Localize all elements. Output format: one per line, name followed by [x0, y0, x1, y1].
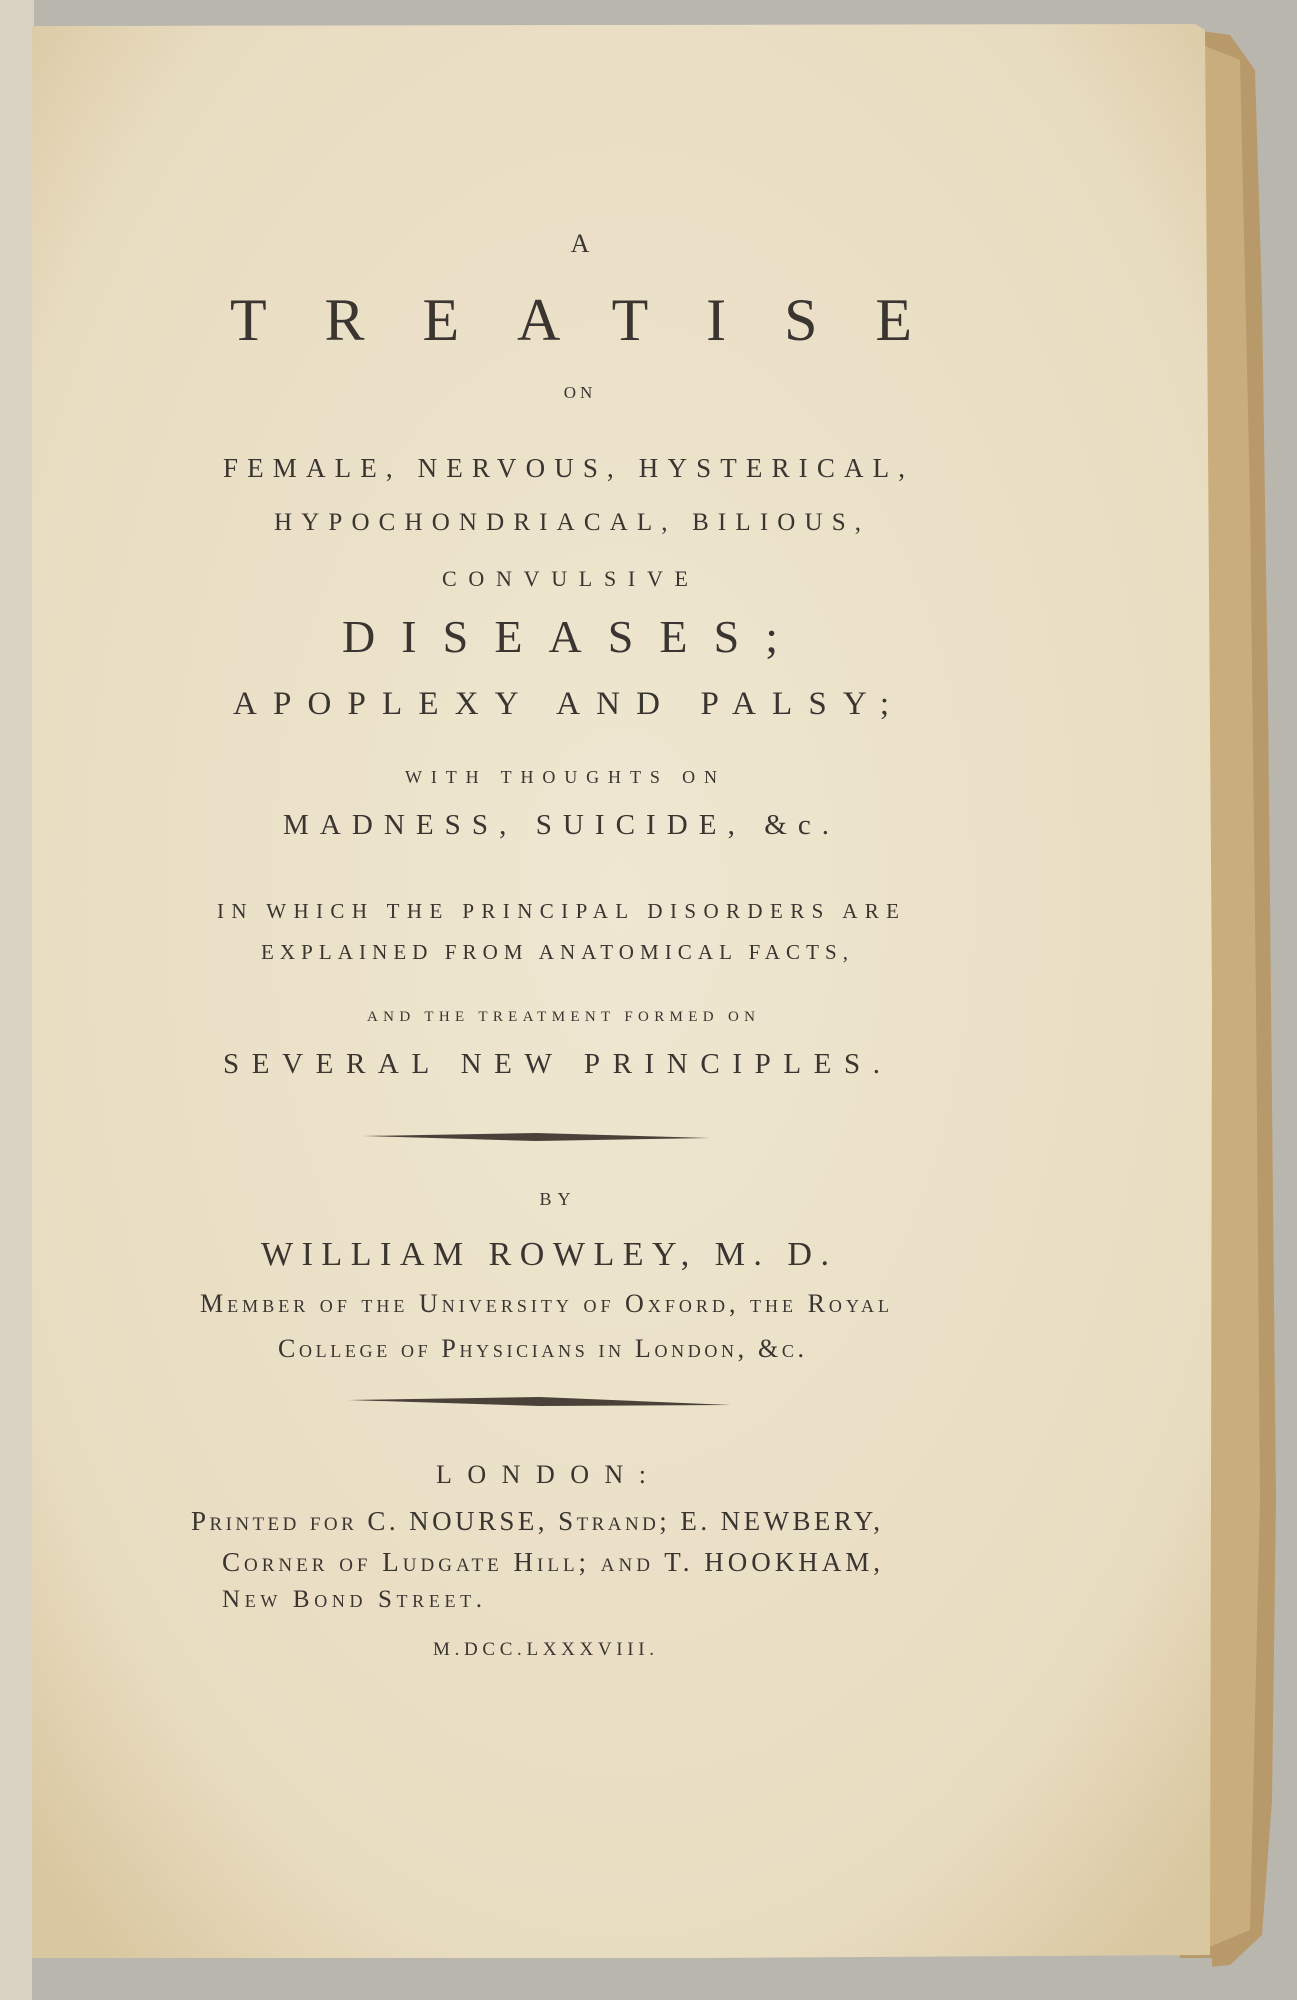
place: LONDON: [436, 1460, 646, 1489]
principles-line: SEVERAL NEW PRINCIPLES. [223, 1048, 880, 1080]
imprint-line-3: New Bond Street. [222, 1586, 482, 1613]
madness-line: MADNESS, SUICIDE, &c. [283, 809, 829, 841]
explain-line-1: IN WHICH THE PRINCIPAL DISORDERS ARE [217, 899, 899, 923]
diseases: DISEASES; [342, 611, 778, 662]
affiliation-line-2: College of Physicians in London, &c. [278, 1334, 804, 1363]
by-text: BY [539, 1189, 577, 1209]
with-thoughts-line: WITH THOUGHTS ON [405, 767, 717, 787]
article: A [570, 229, 590, 258]
left-page-edge [0, 0, 34, 2000]
explain-line-2: EXPLAINED FROM ANATOMICAL FACTS, [261, 940, 848, 964]
affiliation-line-1: Member of the University of Oxford, the Royal [200, 1289, 889, 1318]
apoplexy-line: APOPLEXY AND PALSY; [233, 686, 889, 722]
publication-date: M.DCC.LXXXVIII. [433, 1639, 654, 1660]
imprint-line-1: Printed for C. NOURSE, Strand; E. NEWBERY, [191, 1506, 880, 1536]
author-name: WILLIAM ROWLEY, M. D. [261, 1236, 829, 1273]
subjects-line-3: CONVULSIVE [442, 566, 688, 591]
on-text: ON [563, 383, 597, 402]
title: TREATISE [230, 287, 912, 353]
treatment-line: AND THE TREATMENT FORMED ON [367, 1009, 755, 1025]
imprint-line-2: Corner of Ludgate Hill; and T. HOOKHAM, [222, 1547, 880, 1577]
subjects-line-1: FEMALE, NERVOUS, HYSTERICAL, [223, 453, 905, 483]
subjects-line-2: HYPOCHONDRIACAL, BILIOUS, [274, 509, 861, 536]
